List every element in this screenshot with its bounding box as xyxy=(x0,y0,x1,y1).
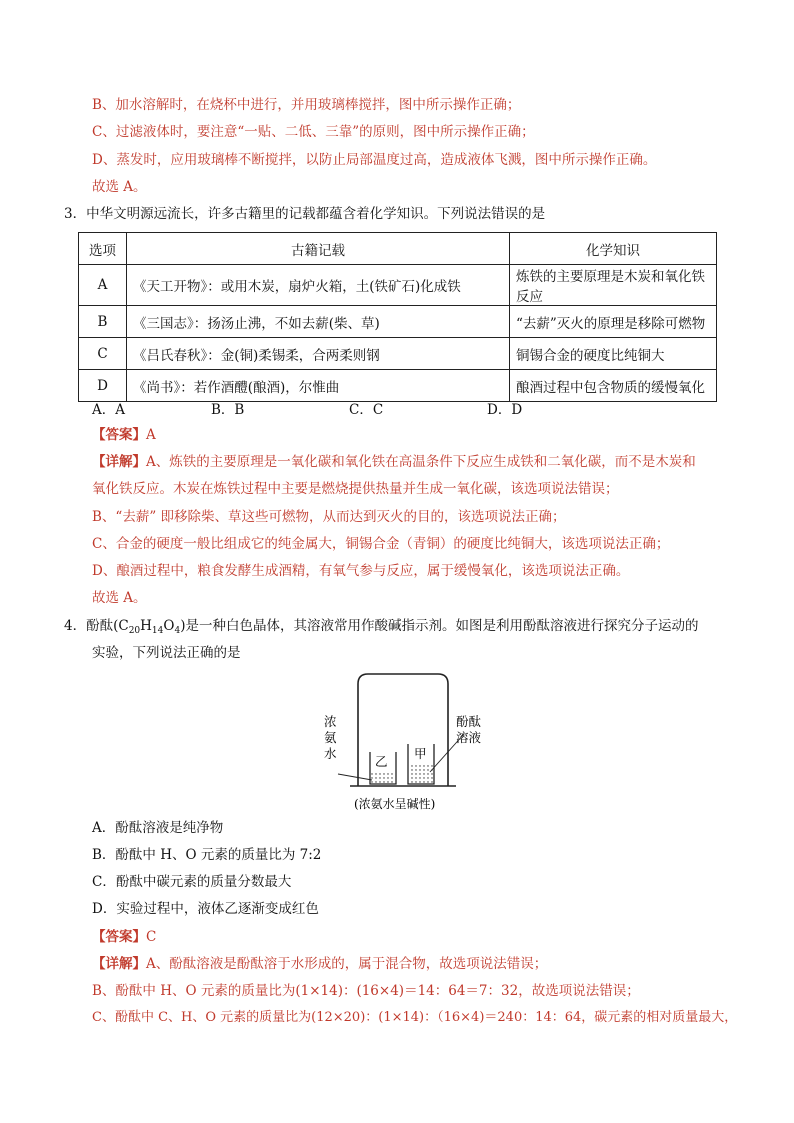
table-cell: 酿酒过程中包含物质的缓慢氧化 xyxy=(510,370,717,402)
table-header: 选项 xyxy=(79,233,127,265)
analysis-label: 【详解】 xyxy=(92,956,146,972)
q3-analysis-line: D、酿酒过程中，粮食发酵生成酒精，有氧气参与反应，属于缓慢氧化，该选项说法正确。 xyxy=(92,563,630,579)
analysis-line-b: B、加水溶解时，在烧杯中进行，并用玻璃棒搅拌，图中所示操作正确； xyxy=(92,97,521,113)
subscript: 14 xyxy=(151,626,164,636)
stem-text: )是一种白色晶体，其溶液常用作酸碱指示剂。如图是利用酚酞溶液进行探究分子运动的 xyxy=(180,618,699,634)
q4-option-d: D．实验过程中，液体乙逐渐变成红色 xyxy=(92,901,319,917)
q3-option-a: A．A xyxy=(92,402,125,418)
q4-analysis-line xyxy=(92,954,547,974)
q4-option-c: C．酚酞中碳元素的质量分数最大 xyxy=(92,874,292,890)
label-phenol-2: 溶液 xyxy=(456,730,482,745)
table-cell: D xyxy=(79,370,127,402)
q4-answer xyxy=(92,927,156,947)
q3-analysis-line xyxy=(92,452,696,472)
table-cell: 《吕氏春秋》：金(铜)柔锡柔，合两柔则钢 xyxy=(127,338,510,370)
apparatus-diagram xyxy=(318,668,488,816)
table-header: 化学知识 xyxy=(510,233,717,265)
q3-analysis-line: 故选 A。 xyxy=(92,590,147,606)
analysis-line-d: D、蒸发时，应用玻璃棒不断搅拌，以防止局部温度过高，造成液体飞溅，图中所示操作正确。 xyxy=(92,152,657,168)
question-3-stem: 3．中华文明源远流长，许多古籍里的记载都蕴含着化学知识。下列说法错误的是 xyxy=(64,206,546,222)
q4-analysis-line: B、酚酞中 H、O 元素的质量比为(1×14)：(16×4)＝14：64＝7：32，故选项说法错误； xyxy=(92,983,640,999)
subscript: 20 xyxy=(128,626,141,636)
table-cell: B xyxy=(79,306,127,338)
figure-caption: (浓氨水呈碱性) xyxy=(354,797,436,811)
table-cell: “去薪”灭火的原理是移除可燃物 xyxy=(510,306,717,338)
table-cell: 铜锡合金的硬度比纯铜大 xyxy=(510,338,717,370)
q3-answer xyxy=(92,425,156,445)
subscript: 4 xyxy=(174,626,181,636)
analysis-text: A、炼铁的主要原理是一氧化碳和氧化铁在高温条件下反应生成铁和二氧化碳，而不是木炭和 xyxy=(146,454,696,470)
table-row xyxy=(79,306,717,338)
label-ammonia-3: 水 xyxy=(324,746,337,761)
label-beaker-jia: 甲 xyxy=(414,746,427,761)
q4-option-a: A．酚酞溶液是纯净物 xyxy=(92,820,224,836)
q3-analysis-line: C、合金的硬度一般比组成它的纯金属大，铜锡合金（青铜）的硬度比纯铜大，该选项说法正确； xyxy=(92,536,670,552)
table-cell: 《三国志》：扬汤止沸，不如去薪(柴、草) xyxy=(127,306,510,338)
q3-option-b: B．B xyxy=(211,402,245,418)
question-4-stem xyxy=(64,616,698,641)
q3-table xyxy=(78,232,717,402)
liquid-jia xyxy=(409,763,433,783)
analysis-label: 【详解】 xyxy=(92,454,146,470)
answer-value: C xyxy=(146,929,157,945)
label-ammonia-1: 浓 xyxy=(324,714,337,729)
stem-text: O xyxy=(163,618,175,634)
analysis-text: A、酚酞溶液是酚酞溶于水形成的，属于混合物，故选项说法错误； xyxy=(146,956,548,972)
table-row xyxy=(79,265,717,306)
leader-line-left xyxy=(338,774,372,780)
table-cell: C xyxy=(79,338,127,370)
analysis-conclusion: 故选 A。 xyxy=(92,179,147,195)
answer-value: A xyxy=(146,427,156,443)
table-cell: 《天工开物》：或用木炭，扇炉火箱，土(铁矿石)化成铁 xyxy=(127,265,510,306)
answer-label: 【答案】 xyxy=(92,929,146,945)
table-cell: 炼铁的主要原理是木炭和氧化铁反应 xyxy=(510,265,717,306)
table-row xyxy=(79,338,717,370)
q4-option-b: B．酚酞中 H、O 元素的质量比为 7:2 xyxy=(92,847,322,863)
stem-text: 4．酚酞(C xyxy=(64,618,129,634)
answer-label: 【答案】 xyxy=(92,427,146,443)
q3-analysis-line: B、“去薪” 即移除柴、草这些可燃物，从而达到灭火的目的，该选项说法正确； xyxy=(92,509,566,525)
table-header: 古籍记载 xyxy=(127,233,510,265)
label-phenol-1: 酚酞 xyxy=(456,714,482,729)
question-4-stem-line2: 实验，下列说法正确的是 xyxy=(92,645,241,661)
q3-option-c: C．C xyxy=(349,402,384,418)
analysis-line-c: C、过滤液体时，要注意“一贴、二低、三靠”的原则，图中所示操作正确； xyxy=(92,124,535,140)
q4-analysis-line: C、酚酞中 C、H、O 元素的质量比为(12×20)：(1×14)：（16×4)＝240：14：64，碳元素的相对质量最大， xyxy=(92,1010,738,1025)
table-row xyxy=(79,370,717,402)
label-ammonia-2: 氨 xyxy=(324,730,337,745)
table-header-row xyxy=(79,233,717,265)
label-beaker-yi: 乙 xyxy=(375,754,388,769)
table-cell: 《尚书》：若作酒醴(酿酒)，尔惟曲 xyxy=(127,370,510,402)
q3-option-d: D．D xyxy=(487,402,523,418)
table-cell: A xyxy=(79,265,127,306)
liquid-yi xyxy=(371,772,395,783)
q3-analysis-line: 氧化铁反应。木炭在炼铁过程中主要是燃烧提供热量并生成一氧化碳，该选项说法错误； xyxy=(92,481,619,497)
stem-text: H xyxy=(140,618,152,634)
